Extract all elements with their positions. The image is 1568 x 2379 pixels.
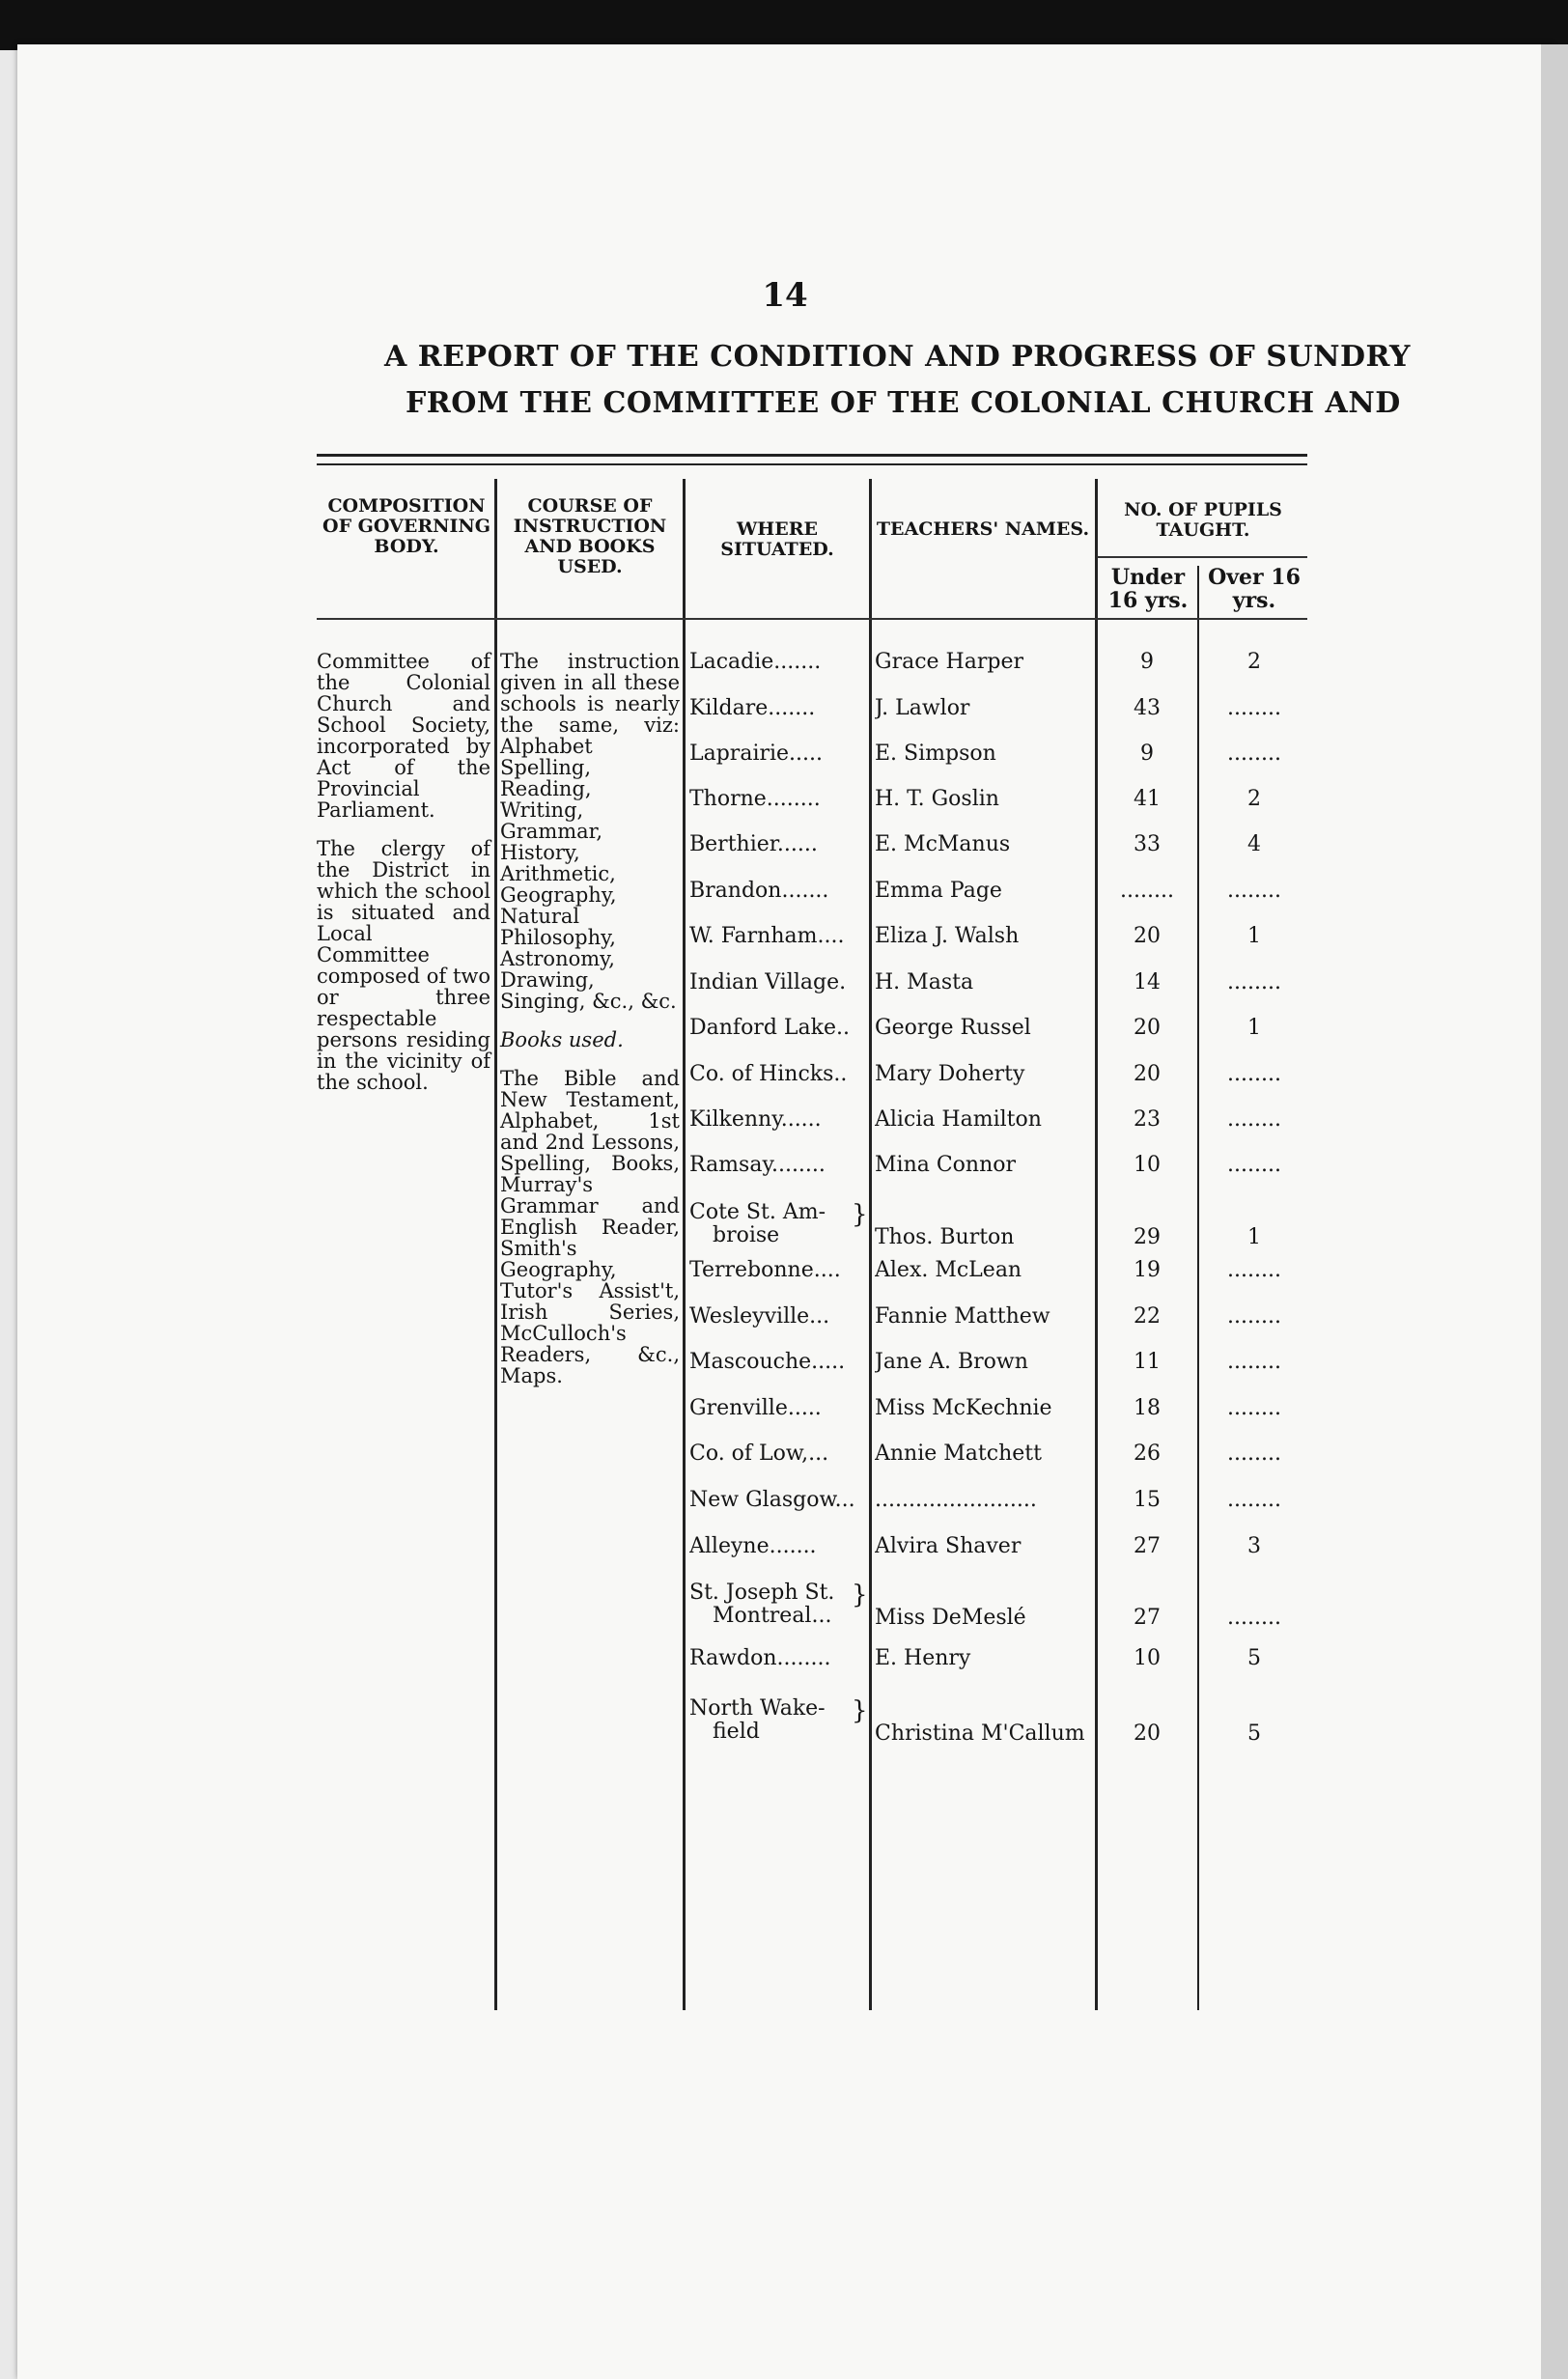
place-name: New Glasgow...: [689, 1489, 855, 1512]
brace-glyph: }: [852, 1696, 868, 1725]
place-name: Brandon.......: [689, 880, 829, 903]
row-place: [689, 1259, 865, 1282]
row-teacher: H. T. Goslin: [875, 788, 999, 811]
row-place: [689, 1017, 865, 1040]
place-name: Rawdon........: [689, 1647, 831, 1670]
row-under-16: 20: [1134, 924, 1161, 948]
table-top-rule-thin: [317, 463, 1307, 465]
column-divider-1: [494, 479, 497, 2010]
place-name: Mascouche.....: [689, 1351, 846, 1374]
row-under-16: 29: [1134, 1225, 1161, 1249]
place-name: Kilkenny......: [689, 1108, 822, 1132]
row-under-16: 27: [1134, 1606, 1161, 1630]
place-name-line-2: Montreal...: [713, 1604, 832, 1628]
place-name-line-2: field: [713, 1720, 760, 1744]
row-teacher: Jane A. Brown: [875, 1351, 1028, 1374]
row-over-16: 3: [1247, 1534, 1261, 1558]
row-teacher: Mary Doherty: [875, 1063, 1025, 1086]
row-over-16: ........: [1227, 970, 1281, 994]
row-place: [689, 1397, 865, 1420]
row-place: [689, 651, 865, 674]
row-place: [689, 1697, 865, 1748]
place-name: Kildare.......: [689, 697, 816, 720]
row-under-16: 9: [1140, 650, 1154, 674]
row-place: [689, 1442, 865, 1466]
row-over-16: 1: [1247, 1225, 1261, 1249]
row-over-16: ........: [1227, 1396, 1281, 1420]
row-teacher: George Russel: [875, 1017, 1031, 1040]
place-name: North Wake-: [689, 1697, 826, 1721]
row-over-16: ........: [1227, 742, 1281, 766]
row-over-16: 2: [1247, 787, 1261, 811]
course-paragraph-2: The Bible and New Testament, Alphabet, 1st and 2nd Lessons, Spelling, Books, Murray's Grammar and English Reader, Smith's Geography, Tutor's Assist't, Irish Series, McCulloch's Readers, &c., Maps.: [500, 1067, 680, 1387]
place-name: Co. of Low,...: [689, 1442, 829, 1466]
row-teacher: H. Masta: [875, 971, 974, 994]
row-place: [689, 1063, 865, 1086]
row-place: [689, 697, 865, 720]
place-name: Laprairie.....: [689, 742, 824, 766]
books-used-label: Books used.: [500, 1028, 624, 1051]
document-page: [17, 44, 1553, 2379]
row-teacher: Alicia Hamilton: [875, 1108, 1042, 1132]
column-divider-3: [869, 479, 872, 2010]
row-teacher: Emma Page: [875, 880, 1002, 903]
pupils-header-rule: [1097, 556, 1307, 558]
row-teacher: Miss McKechnie: [875, 1397, 1052, 1420]
row-under-16: 20: [1134, 1062, 1161, 1086]
row-teacher: Thos. Burton: [875, 1226, 1015, 1249]
row-under-16: 22: [1134, 1304, 1161, 1329]
row-over-16: ........: [1227, 1258, 1281, 1282]
place-name: Danford Lake..: [689, 1017, 850, 1040]
place-name: St. Joseph St.: [689, 1581, 835, 1605]
row-under-16: 23: [1134, 1107, 1161, 1132]
header-bottom-rule: [317, 618, 1307, 620]
brace-glyph: }: [852, 1581, 868, 1609]
row-under-16: 41: [1134, 787, 1161, 811]
row-place: [689, 1351, 865, 1374]
row-place: [689, 925, 865, 948]
row-under-16: 18: [1134, 1396, 1161, 1420]
row-teacher: Mina Connor: [875, 1154, 1017, 1177]
row-over-16: ........: [1227, 1606, 1281, 1630]
row-under-16: 20: [1134, 1016, 1161, 1040]
row-over-16: 1: [1247, 924, 1261, 948]
row-place: [689, 1154, 865, 1177]
header-under-16: Under 16 yrs.: [1107, 565, 1189, 613]
title-line-2: FROM THE COMMITTEE OF THE COLONIAL CHURCH AND: [406, 386, 1401, 420]
row-under-16: 14: [1134, 970, 1161, 994]
row-under-16: 33: [1134, 832, 1161, 856]
place-name: W. Farnham....: [689, 925, 845, 948]
row-over-16: 4: [1247, 832, 1261, 856]
place-name: Cote St. Am-: [689, 1201, 826, 1224]
row-place: [689, 1535, 865, 1558]
row-over-16: ........: [1227, 1350, 1281, 1374]
row-teacher: Eliza J. Walsh: [875, 925, 1020, 948]
row-under-16: 9: [1140, 742, 1154, 766]
header-teachers: TEACHERS' NAMES.: [876, 518, 1090, 540]
row-under-16: 10: [1134, 1153, 1161, 1177]
row-under-16: 43: [1134, 696, 1161, 720]
place-name: Indian Village.: [689, 971, 847, 994]
place-name: Berthier......: [689, 833, 818, 856]
row-over-16: ........: [1227, 879, 1281, 903]
place-name: Terrebonne....: [689, 1259, 841, 1282]
row-under-16: 15: [1134, 1488, 1161, 1512]
row-over-16: ........: [1227, 1107, 1281, 1132]
column-divider-4: [1095, 479, 1098, 2010]
row-place: [689, 880, 865, 903]
place-name-line-2: broise: [713, 1223, 780, 1247]
header-where: WHERE SITUATED.: [720, 518, 834, 560]
row-teacher: Annie Matchett: [875, 1442, 1042, 1466]
row-place: [689, 1305, 865, 1329]
scan-top-border: [0, 0, 1568, 50]
header-pupils: NO. OF PUPILS TAUGHT.: [1124, 499, 1282, 541]
place-name: Grenville.....: [689, 1397, 822, 1420]
row-under-16: 19: [1134, 1258, 1161, 1282]
page-number: 14: [762, 276, 808, 315]
column-divider-2: [683, 479, 686, 2010]
row-teacher: Miss DeMeslé: [875, 1607, 1026, 1630]
row-teacher: E. Simpson: [875, 742, 996, 766]
row-over-16: 5: [1247, 1646, 1261, 1670]
row-teacher: Alex. McLean: [875, 1259, 1022, 1282]
header-course: COURSE OF INSTRUCTION AND BOOKS USED.: [513, 495, 667, 577]
row-place: [689, 1108, 865, 1132]
row-under-16: 10: [1134, 1646, 1161, 1670]
header-composition: COMPOSITION OF GOVERNING BODY.: [322, 495, 490, 557]
place-name: Alleyne.......: [689, 1535, 817, 1558]
course-text: [500, 651, 680, 1386]
place-name: Co. of Hincks..: [689, 1063, 848, 1086]
row-teacher: E. McManus: [875, 833, 1011, 856]
header-over-16: Over 16 yrs.: [1208, 565, 1301, 613]
composition-text: [317, 651, 490, 1093]
row-over-16: ........: [1227, 1062, 1281, 1086]
row-place: [689, 1647, 865, 1670]
place-name: Lacadie.......: [689, 651, 822, 674]
row-over-16: ........: [1227, 696, 1281, 720]
column-divider-5: [1197, 566, 1199, 2010]
row-under-16: 11: [1134, 1350, 1161, 1374]
row-teacher: Grace Harper: [875, 651, 1023, 674]
row-teacher: ........................: [875, 1489, 1037, 1512]
place-name: Thorne........: [689, 788, 821, 811]
row-over-16: ........: [1227, 1153, 1281, 1177]
row-place: [689, 971, 865, 994]
place-name: Ramsay........: [689, 1154, 826, 1177]
row-teacher: Christina M'Callum: [875, 1722, 1085, 1746]
row-under-16: 20: [1134, 1721, 1161, 1746]
row-over-16: 1: [1247, 1016, 1261, 1040]
row-teacher: E. Henry: [875, 1647, 971, 1670]
row-over-16: ........: [1227, 1304, 1281, 1329]
row-place: [689, 1581, 865, 1632]
row-under-16: 27: [1134, 1534, 1161, 1558]
row-over-16: ........: [1227, 1488, 1281, 1512]
row-under-16: 26: [1134, 1441, 1161, 1466]
composition-paragraph-1: Committee of the Colonial Church and School Society, incorporated by Act of the Provincial Parliament.: [317, 650, 490, 822]
place-name: Wesleyville...: [689, 1305, 830, 1329]
row-place: [689, 1489, 865, 1512]
table-top-rule: [317, 454, 1307, 457]
row-place: [689, 1201, 865, 1251]
row-place: [689, 788, 865, 811]
scan-right-edge: [1541, 44, 1568, 2379]
row-teacher: J. Lawlor: [875, 697, 970, 720]
row-teacher: Alvira Shaver: [875, 1535, 1022, 1558]
course-paragraph-1: The instruction given in all these schools is nearly the same, viz: Alphabet Spelling, Reading, Writing, Grammar, History, Arithmetic, Geography, Natural Philosophy, Astronomy, Drawing, Singing, &c., &c.: [500, 650, 680, 1013]
row-place: [689, 833, 865, 856]
title-line-1: A REPORT OF THE CONDITION AND PROGRESS OF SUNDRY: [384, 340, 1411, 374]
row-over-16: 5: [1247, 1721, 1261, 1746]
row-place: [689, 742, 865, 766]
row-under-16: ........: [1120, 879, 1174, 903]
composition-paragraph-2: The clergy of the District in which the school is situated and Local Committee composed of two or three respectable persons residing in the vicinity of the school.: [317, 837, 490, 1094]
row-over-16: ........: [1227, 1441, 1281, 1466]
brace-glyph: }: [852, 1200, 868, 1229]
row-teacher: Fannie Matthew: [875, 1305, 1050, 1329]
row-over-16: 2: [1247, 650, 1261, 674]
